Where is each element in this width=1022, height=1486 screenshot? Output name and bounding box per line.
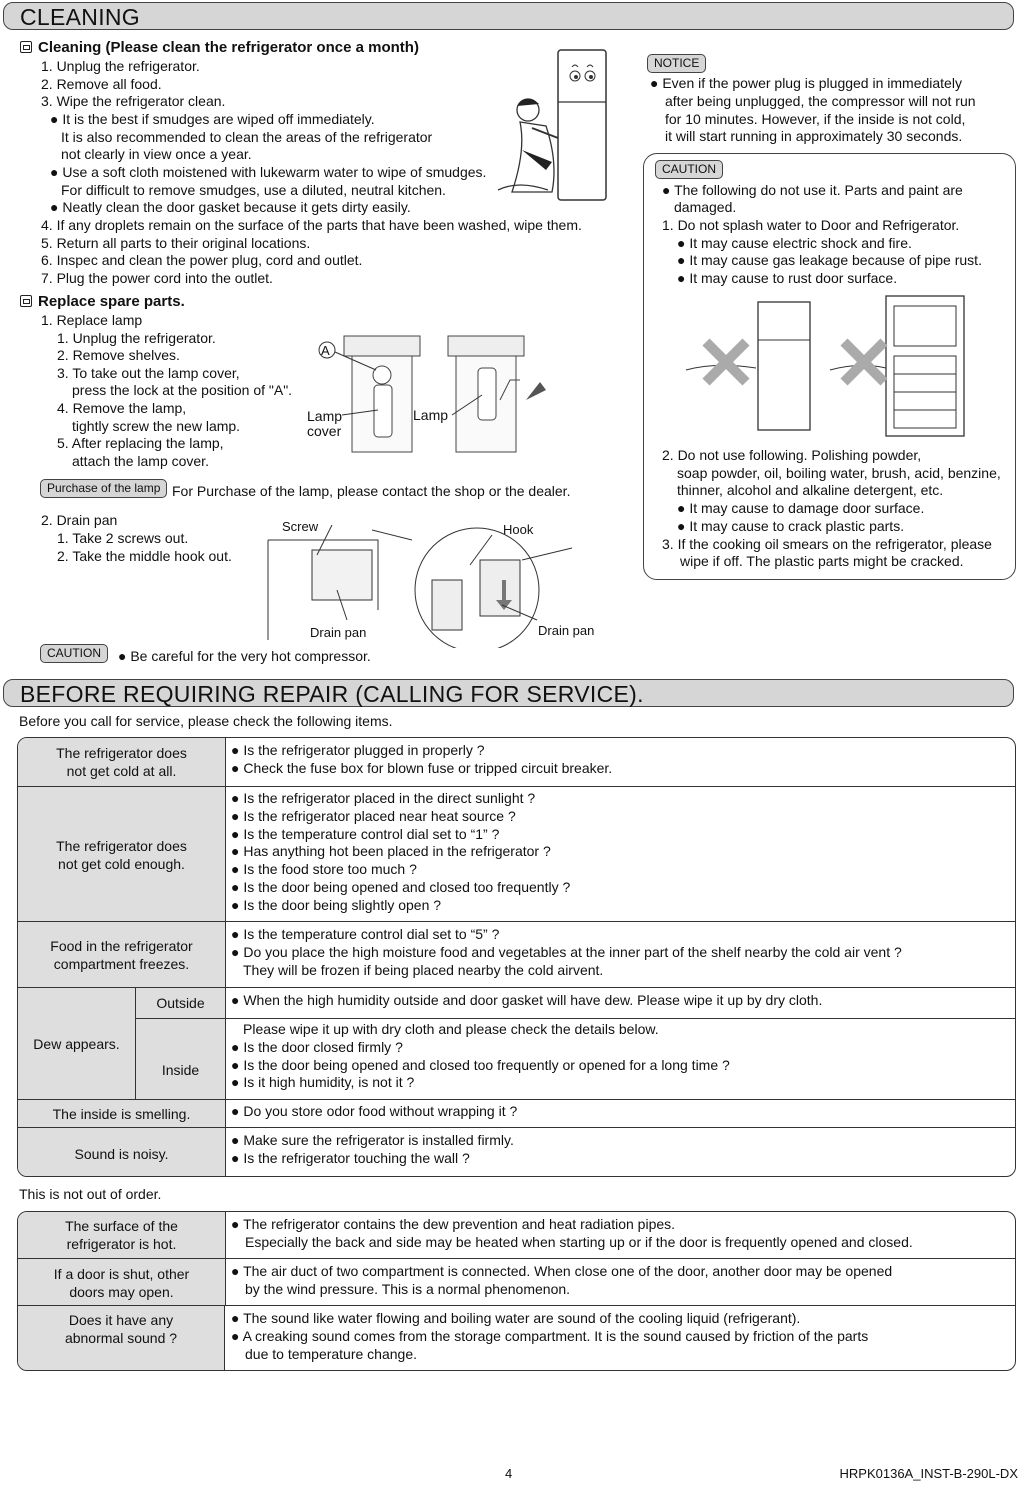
check-line: ● Is it high humidity, is not it ?	[231, 1074, 415, 1091]
symptom-text: The refrigerator does not get cold enough.	[56, 837, 187, 872]
check-line: ● Is the temperature control dial set to “1” ?	[231, 825, 500, 842]
inside-label-cell	[136, 1019, 226, 1100]
notice-line: for 10 minutes. However, if the inside is not cold,	[665, 111, 966, 127]
drain-step-line: 2. Take the middle hook out.	[57, 548, 232, 564]
symptom-text: The inside is smelling.	[52, 1106, 191, 1122]
caution-box-tag: CAUTION	[655, 160, 723, 179]
check-line: ● Is the temperature control dial set to “5” ?	[231, 926, 500, 942]
inside-label: Inside	[161, 1061, 200, 1078]
check-line: ● Is the door being slightly open ?	[231, 896, 442, 913]
caution-line: 3. If the cooking oil smears on the refrigerator, please	[662, 536, 992, 552]
check-line: They will be frozen if being placed nearby the cold airvent.	[243, 961, 604, 978]
table-row	[18, 786, 1015, 922]
check-line: ● Is the door being opened and closed too frequently or opened for a long time ?	[231, 1056, 730, 1073]
label-screw: Screw	[282, 519, 319, 534]
lamp-step-line: 1. Unplug the refrigerator.	[57, 330, 216, 346]
drain-step-line: 1. Take 2 screws out.	[57, 530, 189, 546]
label-a: A	[321, 343, 330, 358]
label-hook: Hook	[503, 522, 534, 537]
caution-line: ● The following do not use it. Parts and paint are	[662, 182, 963, 198]
check-line: ● Is the door closed firmly ?	[231, 1038, 403, 1055]
lamp-step-line: 4. Remove the lamp,	[57, 400, 187, 416]
notice-line: after being unplugged, the compressor will not run	[665, 93, 976, 109]
check-line: ● Is the food store too much ?	[231, 861, 417, 878]
check-line: ● Check the fuse box for blown fuse or tripped circuit breaker.	[231, 759, 613, 776]
cleaning-illustration	[492, 40, 620, 210]
check-line: ● Has anything hot been placed in the refrigerator ?	[231, 843, 551, 860]
compressor-caution-tag: CAUTION	[40, 644, 108, 663]
symptom-text: Dew appears.	[33, 1036, 120, 1052]
lamp-step-line: tightly screw the new lamp.	[72, 418, 241, 434]
document-id: HRPK0136A_INST-B-290L-DX	[839, 1466, 1018, 1481]
notice-tag: NOTICE	[647, 54, 706, 73]
outside-label-cell	[136, 988, 226, 1019]
check-cell	[231, 790, 570, 915]
lamp-step-line: 1. Replace lamp	[41, 312, 143, 328]
symptom-text: The surface of the refrigerator is hot.	[65, 1218, 178, 1252]
check-cell	[231, 1310, 868, 1363]
caution-line: ● It may cause to rust door surface.	[677, 270, 898, 286]
symptom-cell	[18, 988, 136, 1100]
step-line: 5. Return all parts to their original locations.	[41, 235, 311, 251]
label-drain-pan-2: Drain pan	[538, 623, 595, 638]
symptom-cell	[18, 1128, 226, 1177]
caution-line: wipe if off. The plastic parts might be cracked.	[680, 553, 964, 569]
replace-heading-text: Replace spare parts.	[38, 293, 185, 310]
caution-line: soap powder, oil, boiling water, brush, acid, benzine,	[677, 465, 1001, 481]
lamp-step-line: 5. After replacing the lamp,	[57, 435, 224, 451]
table-row	[18, 1305, 1015, 1371]
row-divider	[225, 1018, 1015, 1019]
caution-line: ● It may cause to damage door surface.	[677, 500, 925, 516]
symptom-cell	[18, 922, 226, 988]
check-line: ● The refrigerator contains the dew prevention and heat radiation pipes.	[231, 1216, 676, 1232]
lamp-step-line: attach the lamp cover.	[72, 453, 209, 469]
table-row	[18, 921, 1015, 988]
check-cell	[231, 1021, 730, 1092]
check-line: ● Is the refrigerator touching the wall ?	[231, 1149, 470, 1166]
symptom-cell	[18, 738, 226, 786]
check-line: ● A creaking sound comes from the storage compartment. It is the sound caused by friction of the parts	[231, 1327, 869, 1344]
repair-intro: Before you call for service, please check the following items.	[19, 713, 393, 729]
check-line: ● The air duct of two compartment is connected. When close one of the door, another door may be opened	[231, 1263, 893, 1279]
symptom-cell	[18, 787, 226, 922]
caution-line: ● It may cause gas leakage because of pipe rust.	[677, 252, 982, 268]
symptom-cell	[18, 1306, 225, 1371]
label-lamp: Lamp	[413, 407, 449, 423]
caution-line: ● It may cause to crack plastic parts.	[677, 518, 905, 534]
check-line: ● Is the refrigerator placed in the direct sunlight ?	[231, 790, 536, 806]
outside-label: Outside	[156, 995, 205, 1011]
symptom-text: If a door is shut, other doors may open.	[53, 1265, 190, 1300]
check-line: ● When the high humidity outside and door gasket will have dew. Please wipe it up by dry cloth.	[231, 992, 823, 1008]
not-out-of-order-text: This is not out of order.	[19, 1186, 162, 1202]
caution-line: 1. Do not splash water to Door and Refrigerator.	[662, 217, 960, 233]
normal-phenomena-table	[17, 1211, 1016, 1371]
check-line: ● Is the refrigerator plugged in properly ?	[231, 742, 485, 758]
table-row	[18, 1099, 1015, 1128]
check-line: ● Do you store odor food without wrapping it ?	[231, 1103, 518, 1119]
check-line: ● Is the refrigerator placed near heat source ?	[231, 807, 516, 824]
step-line: 4. If any droplets remain on the surface of the parts that have been washed, wipe them.	[41, 217, 582, 233]
table-row	[18, 1127, 1015, 1177]
step-line: ● It is the best if smudges are wiped off immediately.	[50, 111, 375, 127]
step-line: 6. Inspec and clean the power plug, cord and outlet.	[41, 252, 363, 268]
table-row	[18, 1258, 1015, 1306]
step-line: 7. Plug the power cord into the outlet.	[41, 270, 273, 286]
step-line: 1. Unplug the refrigerator.	[41, 58, 200, 74]
check-line: Especially the back and side may be heated when starting up or if the door is frequently opened and closed.	[245, 1233, 913, 1250]
symptom-text: Food in the refrigerator compartment freezes.	[50, 938, 193, 972]
symptom-cell	[18, 1259, 226, 1306]
label-lamp-cover-2: cover	[307, 423, 342, 439]
table-row	[18, 987, 1015, 1100]
checkbox-square-icon	[20, 295, 32, 307]
check-line: ● Make sure the refrigerator is installed firmly.	[231, 1132, 514, 1148]
check-line: due to temperature change.	[245, 1345, 418, 1362]
table-row	[18, 1212, 1015, 1258]
caution-line: 2. Do not use following. Polishing powder,	[662, 447, 922, 463]
compressor-caution-text: ● Be careful for the very hot compressor.	[118, 648, 371, 664]
purchase-text: For Purchase of the lamp, please contact the shop or the dealer.	[172, 483, 571, 499]
repair-title: BEFORE REQUIRING REPAIR (CALLING FOR SERVICE).	[20, 681, 644, 707]
lamp-step-line: press the lock at the position of "A".	[72, 382, 293, 398]
step-line: 3. Wipe the refrigerator clean.	[41, 93, 226, 109]
cleaning-title: CLEANING	[20, 4, 140, 30]
notice-line: ● Even if the power plug is plugged in immediately	[650, 75, 962, 91]
check-cell	[231, 992, 822, 1010]
lamp-step-line: 3. To take out the lamp cover,	[57, 365, 240, 381]
notice-line: it will start running in approximately 30 seconds.	[665, 128, 963, 144]
drain-step-line: 2. Drain pan	[41, 512, 118, 528]
label-drain-pan-1: Drain pan	[310, 625, 367, 640]
table-row	[18, 738, 1015, 786]
lamp-step-line: 2. Remove shelves.	[57, 347, 180, 363]
check-cell	[231, 1132, 514, 1168]
purchase-lamp-tag: Purchase of the lamp	[40, 479, 167, 498]
caution-line: damaged.	[674, 199, 737, 215]
caution-line: ● It may cause electric shock and fire.	[677, 235, 912, 251]
step-line: not clearly in view once a year.	[61, 146, 252, 162]
replace-heading	[20, 293, 185, 310]
check-line: ● Do you place the high moisture food and vegetables at the inner part of the shelf nearby the cold air vent ?	[231, 943, 902, 960]
cleaning-heading	[20, 39, 419, 56]
symptom-cell	[18, 1212, 226, 1258]
symptom-text: Does it have any abnormal sound ?	[64, 1312, 178, 1346]
symptom-text: Sound is noisy.	[74, 1145, 169, 1162]
check-line: Please wipe it up with dry cloth and please check the details below.	[243, 1021, 659, 1037]
check-line: by the wind pressure. This is a normal phenomenon.	[245, 1280, 571, 1297]
check-cell	[231, 1263, 892, 1299]
cleaning-heading-text: Cleaning (Please clean the refrigerator once a month)	[38, 39, 419, 56]
page-number: 4	[505, 1466, 513, 1481]
step-line: For difficult to remove smudges, use a diluted, neutral kitchen.	[61, 182, 446, 198]
step-line: 2. Remove all food.	[41, 76, 162, 92]
troubleshooting-table	[17, 737, 1016, 1177]
cleaning-section-header	[3, 2, 1014, 30]
label-lamp-cover-1: Lamp	[307, 408, 343, 424]
checkbox-square-icon	[20, 41, 32, 53]
check-cell	[231, 742, 612, 778]
check-cell	[231, 1103, 517, 1121]
do-not-splash-illustration	[680, 292, 1000, 442]
check-cell	[231, 1216, 913, 1252]
step-line: ● Neatly clean the door gasket because it gets dirty easily.	[50, 199, 411, 215]
symptom-text: The refrigerator does not get cold at all.	[56, 745, 187, 779]
check-line: ● The sound like water flowing and boiling water are sound of the cooling liquid (refrigerant).	[231, 1310, 801, 1326]
check-cell	[231, 926, 902, 979]
caution-line: thinner, alcohol and alkaline detergent, etc.	[677, 482, 944, 498]
repair-section-header	[3, 679, 1014, 707]
step-line: ● Use a soft cloth moistened with lukewarm water to wipe of smudges.	[50, 164, 487, 180]
symptom-cell	[18, 1100, 226, 1128]
step-line: It is also recommended to clean the areas of the refrigerator	[61, 129, 433, 145]
check-line: ● Is the door being opened and closed too frequently ?	[231, 878, 571, 895]
